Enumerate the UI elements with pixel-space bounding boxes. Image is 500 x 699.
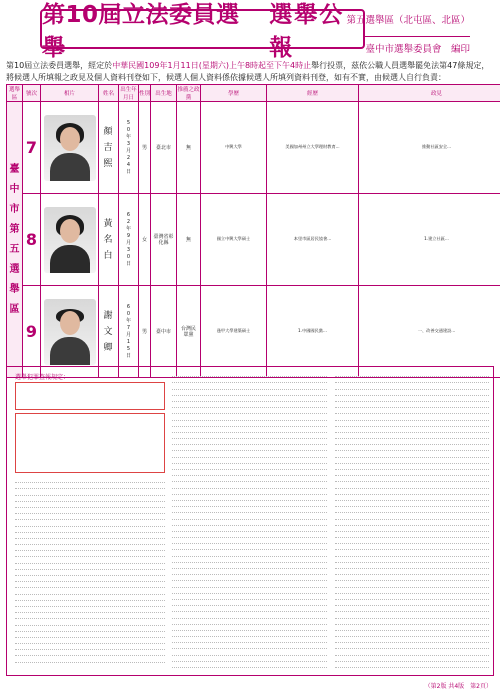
- col-header: 相片: [41, 85, 99, 102]
- candidate-party: 台灣民眾黨: [177, 286, 201, 378]
- fine-print-line: [335, 662, 489, 668]
- candidate-name: 謝 文 卿: [99, 286, 119, 378]
- col-header: 號次: [23, 85, 41, 102]
- title-main: 第10屆立法委員選舉: [42, 2, 240, 61]
- candidate-gender: 男: [139, 286, 151, 378]
- candidate-experience: 美國加州州立大學理財教育...: [267, 102, 359, 194]
- candidate-number: 9: [23, 286, 41, 378]
- col-header: 政見: [359, 85, 500, 102]
- regulations-box: [15, 413, 165, 473]
- candidate-party: 無: [177, 102, 201, 194]
- candidate-birthplace: 臺北市: [151, 102, 177, 194]
- page-footer: （第2版 共4版 第2頁）: [424, 683, 492, 690]
- col-header: 出生地: [151, 85, 177, 102]
- fine-print-line: [172, 662, 327, 668]
- col-header: 推薦之政黨: [177, 85, 201, 102]
- regulations-column: [172, 371, 327, 671]
- candidate-education: 逢甲大學建築碩士: [201, 286, 267, 378]
- candidate-dob: 5 0 年 3 月 2 4 日: [119, 102, 139, 194]
- candidate-experience: 本里市區居民協會...: [267, 194, 359, 286]
- candidate-photo: [41, 286, 99, 378]
- regulations-column: [335, 371, 489, 671]
- candidate-dob: 6 0 年 7 月 1 5 日: [119, 286, 139, 378]
- candidate-gender: 女: [139, 194, 151, 286]
- candidate-platform: 推動社區安全...: [359, 102, 500, 194]
- candidate-gender: 男: [139, 102, 151, 194]
- regulations-box: [15, 382, 165, 410]
- col-header: 姓名: [99, 85, 119, 102]
- col-header: 經歷: [267, 85, 359, 102]
- candidate-name: 黃 名 白: [99, 194, 119, 286]
- candidate-number: 8: [23, 194, 41, 286]
- fine-print-line: [15, 656, 165, 662]
- notice-part1: 第10屆立法委員選舉，經定於: [6, 61, 113, 70]
- page-title: [40, 2, 365, 61]
- table-row: [7, 194, 500, 286]
- election-notice: [6, 60, 494, 83]
- col-header: 選舉區: [7, 85, 23, 102]
- col-header: 出生年月日: [119, 85, 139, 102]
- table-header-row: [7, 85, 500, 102]
- candidate-education: 中興大學: [201, 102, 267, 194]
- candidate-experience: 1.中國國民黨...: [267, 286, 359, 378]
- regulations-section: [6, 366, 494, 676]
- candidate-name: 顏 吉 熙: [99, 102, 119, 194]
- candidate-platform: 一、改善交通建設...: [359, 286, 500, 378]
- candidate-dob: 6 2 年 9 月 3 0 日: [119, 194, 139, 286]
- candidate-photo: [41, 102, 99, 194]
- regulations-column: [15, 477, 165, 667]
- issuer-label: 臺中市選舉委員會 編印: [365, 36, 470, 55]
- candidate-birthplace: 臺灣省彰化縣: [151, 194, 177, 286]
- candidate-photo: [41, 194, 99, 286]
- candidate-education: 國立中興大學碩士: [201, 194, 267, 286]
- candidate-table: [6, 84, 500, 378]
- notice-part2: 舉行投票，茲依公職人員選舉罷免法第47條規定，將候選人所填報之政見及個人資料刊登如下，候選人個人資料係依據候選人所填列資料刊登，如有不實，由候選人自行負責：: [6, 61, 490, 82]
- col-header: 性別: [139, 85, 151, 102]
- table-row: [7, 102, 500, 194]
- district-label: 第五選舉區（北屯區、北區）: [346, 15, 470, 26]
- candidate-birthplace: 臺中市: [151, 286, 177, 378]
- candidate-party: 無: [177, 194, 201, 286]
- regulations-title: 選舉犯罪查報規定：: [15, 374, 70, 381]
- col-header: 學歷: [201, 85, 267, 102]
- table-row: [7, 286, 500, 378]
- candidate-platform: 1.建立社區...: [359, 194, 500, 286]
- candidate-number: 7: [23, 102, 41, 194]
- title-sub: 選舉公報: [269, 2, 345, 61]
- region-cell: 臺 中 市 第 五 選 舉 區: [7, 102, 23, 378]
- notice-date: 中華民國109年1月11日(星期六)上午8時起至下午4時止: [112, 61, 312, 70]
